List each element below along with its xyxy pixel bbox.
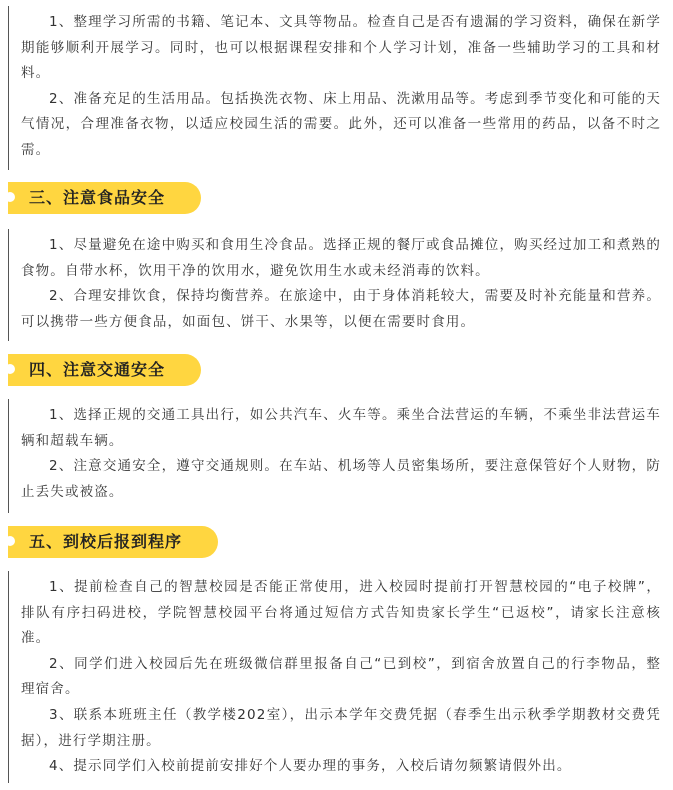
section-3-body	[8, 229, 663, 341]
paragraph: 2、准备充足的生活用品。包括换洗衣物、床上用品、洗漱用品等。考虑到季节变化和可能的天气情况，合理准备衣物，以适应校园生活的需要。此外，还可以准备一些常用的药品，以备不时之需。	[21, 90, 661, 158]
paragraph: 2、同学们进入校园后先在班级微信群里报备自己“已到校”，到宿舍放置自己的行李物品，整理宿舍。	[21, 655, 661, 698]
section-heading-food-safety	[8, 182, 201, 214]
section-2-body	[8, 6, 663, 170]
heading-dot	[5, 192, 15, 202]
paragraph: 3、联系本班班主任（教学楼202室），出示本学年交费凭据（春季生出示秋季学期教材交费凭据），进行学期注册。	[21, 706, 661, 749]
paragraph: 2、注意交通安全，遵守交通规则。在车站、机场等人员密集场所，要注意保管好个人财物，防止丢失或被盗。	[21, 458, 661, 500]
heading-dot	[5, 536, 15, 546]
paragraph: 1、选择正规的交通工具出行，如公共汽车、火车等。乘坐合法营运的车辆，不乘坐非法营运车辆和超载车辆。	[21, 407, 661, 449]
section-4-body	[8, 399, 663, 513]
section-5-body	[8, 571, 663, 783]
section-heading-registration	[8, 526, 218, 558]
heading-text: 三、注意食品安全	[29, 188, 166, 207]
paragraph: 1、提前检查自己的智慧校园是否能正常使用，进入校园时提前打开智慧校园的“电子校牌”，排队有序扫码进校，学院智慧校园平台将通过短信方式告知贵家长学生“已返校”，请家长注意核准。	[21, 579, 661, 647]
heading-text: 五、到校后报到程序	[29, 532, 183, 551]
paragraph: 4、提示同学们入校前提前安排好个人要办理的事务，入校后请勿频繁请假外出。	[49, 758, 572, 775]
paragraph: 1、尽量避免在途中购买和食用生冷食品。选择正规的餐厅或食品摊位，购买经过加工和煮熟的食物。自带水杯，饮用干净的饮用水，避免饮用生水或未经消毒的饮料。	[21, 237, 661, 279]
paragraph: 2、合理安排饮食，保持均衡营养。在旅途中，由于身体消耗较大，需要及时补充能量和营养。可以携带一些方便食品，如面包、饼干、水果等，以便在需要时食用。	[21, 288, 661, 330]
section-heading-traffic-safety	[8, 354, 201, 386]
heading-text: 四、注意交通安全	[29, 360, 166, 379]
heading-dot	[5, 364, 15, 374]
paragraph: 1、整理学习所需的书籍、笔记本、文具等物品。检查自己是否有遗漏的学习资料，确保在新学期能够顺利开展学习。同时，也可以根据课程安排和个人学习计划，准备一些辅助学习的工具和材料。	[21, 14, 661, 82]
